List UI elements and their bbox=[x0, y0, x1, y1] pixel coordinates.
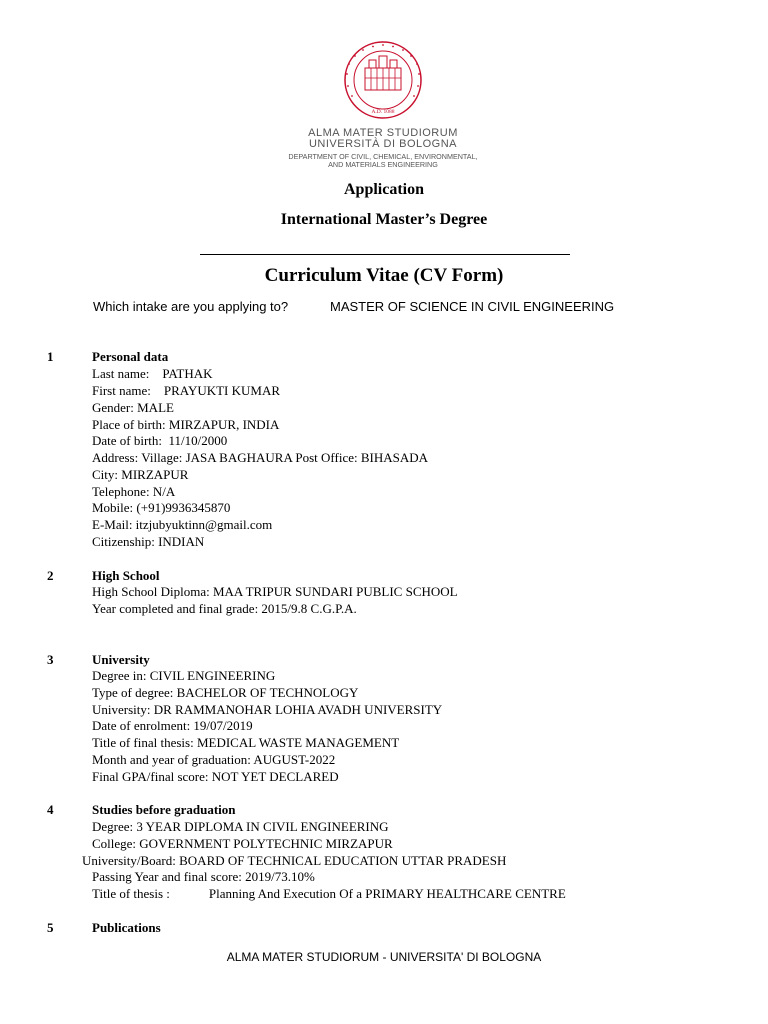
diploma-thesis: Title of thesis : Planning And Execution Of a PRIMARY HEALTHCARE CENTRE bbox=[92, 886, 566, 901]
university-degree-type: Type of degree: BACHELOR OF TECHNOLOGY bbox=[92, 685, 359, 700]
section-number: 4 bbox=[47, 802, 54, 817]
intake-answer: MASTER OF SCIENCE IN CIVIL ENGINEERING bbox=[330, 299, 615, 314]
university-logo bbox=[248, 40, 518, 182]
svg-text:A.D. 1088: A.D. 1088 bbox=[371, 109, 395, 115]
personal-first-name: First name: PRAYUKTI KUMAR bbox=[92, 383, 281, 398]
svg-text:UNIVERSITÀ DI BOLOGNA: UNIVERSITÀ DI BOLOGNA bbox=[308, 138, 458, 150]
application-heading: Application bbox=[343, 181, 424, 198]
diploma-college: College: GOVERNMENT POLYTECHNIC MIRZAPUR bbox=[92, 836, 393, 851]
section-title-personal-data: Personal data bbox=[92, 349, 169, 364]
university-name: University: DR RAMMANOHAR LOHIA AVADH UNIVERSITY bbox=[92, 702, 443, 717]
personal-gender: Gender: MALE bbox=[92, 400, 174, 415]
personal-mobile: Mobile: (+91)9936345870 bbox=[92, 500, 231, 515]
svg-text:DEPARTMENT OF CIVIL, CHEMICAL,: DEPARTMENT OF CIVIL, CHEMICAL, ENVIRONMENTAL, bbox=[288, 152, 478, 161]
university-graduation: Month and year of graduation: AUGUST-2022 bbox=[92, 752, 336, 767]
section-title-studies-before-graduation: Studies before graduation bbox=[92, 802, 236, 817]
page-footer: ALMA MATER STUDIORUM - UNIVERSITA' DI BOLOGNA bbox=[226, 950, 542, 964]
high-school-diploma: High School Diploma: MAA TRIPUR SUNDARI PUBLIC SCHOOL bbox=[92, 584, 458, 599]
personal-place-of-birth: Place of birth: MIRZAPUR, INDIA bbox=[92, 417, 280, 432]
personal-citizenship: Citizenship: INDIAN bbox=[92, 534, 205, 549]
university-degree: Degree in: CIVIL ENGINEERING bbox=[92, 668, 276, 683]
diploma-board: University/Board: BOARD OF TECHNICAL EDUCATION UTTAR PRADESH bbox=[82, 853, 507, 868]
intake-question: Which intake are you applying to? bbox=[93, 299, 289, 314]
section-title-university: University bbox=[92, 652, 150, 667]
diploma-degree: Degree: 3 YEAR DIPLOMA IN CIVIL ENGINEERING bbox=[92, 819, 389, 834]
degree-heading: International Master’s Degree bbox=[280, 211, 488, 228]
personal-last-name: Last name: PATHAK bbox=[92, 366, 213, 381]
university-seal-icon bbox=[248, 40, 518, 182]
personal-email: E-Mail: itzjubyuktinn@gmail.com bbox=[92, 517, 273, 532]
personal-city: City: MIRZAPUR bbox=[92, 467, 189, 482]
svg-text:ALMA MATER STUDIORUM: ALMA MATER STUDIORUM bbox=[308, 127, 458, 139]
high-school-grade: Year completed and final grade: 2015/9.8 C.G.P.A. bbox=[92, 601, 357, 616]
personal-telephone: Telephone: N/A bbox=[92, 484, 176, 499]
university-gpa: Final GPA/final score: NOT YET DECLARED bbox=[92, 769, 339, 784]
divider bbox=[200, 254, 570, 255]
section-title-publications: Publications bbox=[92, 920, 161, 935]
university-enrolment: Date of enrolment: 19/07/2019 bbox=[92, 718, 253, 733]
section-title-high-school: High School bbox=[92, 568, 160, 583]
svg-text:AND MATERIALS ENGINEERING: AND MATERIALS ENGINEERING bbox=[328, 160, 438, 169]
personal-date-of-birth: Date of birth: 11/10/2000 bbox=[92, 433, 228, 448]
university-thesis: Title of final thesis: MEDICAL WASTE MANAGEMENT bbox=[92, 735, 400, 750]
page-title: Curriculum Vitae (CV Form) bbox=[264, 265, 504, 286]
section-number: 5 bbox=[47, 920, 54, 935]
section-number: 2 bbox=[47, 568, 54, 583]
personal-address: Address: Village: JASA BAGHAURA Post Office: BIHASADA bbox=[92, 450, 429, 465]
diploma-score: Passing Year and final score: 2019/73.10% bbox=[92, 869, 315, 884]
section-number: 1 bbox=[47, 349, 54, 364]
section-number: 3 bbox=[47, 652, 54, 667]
